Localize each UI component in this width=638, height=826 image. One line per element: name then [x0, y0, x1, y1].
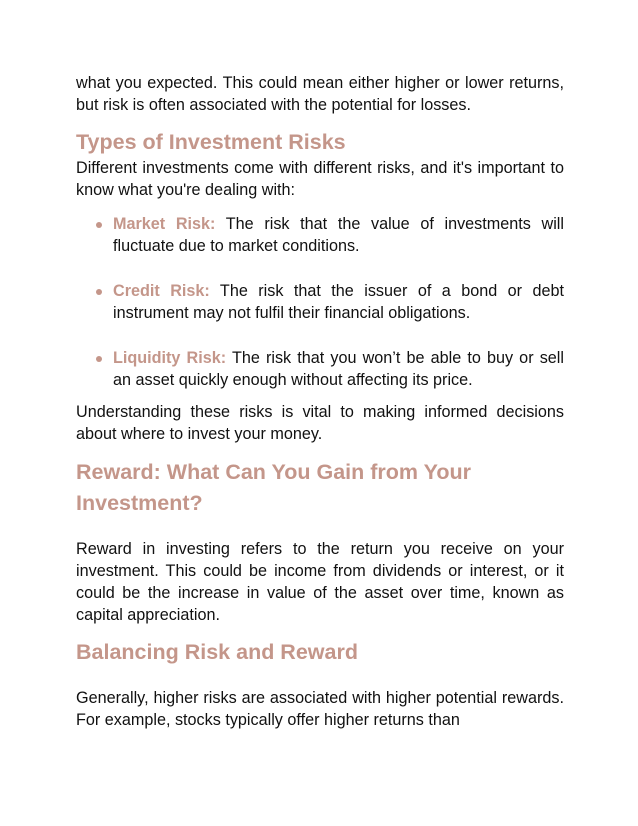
risk-term: Liquidity Risk: [113, 349, 227, 367]
types-intro-paragraph: Different investments come with different risks, and it's important to know what you're dealing with: [76, 159, 564, 199]
list-item-liquidity-risk [76, 347, 564, 391]
risk-description: The risk that you won’t be able to buy or sell an asset quickly enough without affecting its price. [113, 349, 564, 389]
document-page [76, 72, 564, 731]
reward-heading: Reward: What Can You Gain from Your Investment? [76, 460, 471, 515]
risk-description: The risk that the issuer of a bond or debt instrument may not fulfil their financial obligations. [113, 282, 564, 322]
intro-paragraph: what you expected. This could mean either higher or lower returns, but risk is often associated with the potential for losses. [76, 74, 564, 114]
risk-description: The risk that the value of investments will fluctuate due to market conditions. [113, 215, 564, 255]
risk-term: Credit Risk: [113, 282, 210, 300]
risk-term: Market Risk: [113, 215, 216, 233]
reward-paragraph: Reward in investing refers to the return you receive on your investment. This could be income from dividends or interest, or it could be the increase in value of the asset over time, known as capital appreciation. [76, 540, 564, 624]
balance-paragraph: Generally, higher risks are associated with higher potential rewards. For example, stocks typically offer higher returns than [76, 689, 564, 729]
balance-heading: Balancing Risk and Reward [76, 640, 358, 664]
types-heading: Types of Investment Risks [76, 130, 346, 154]
understanding-paragraph: Understanding these risks is vital to making informed decisions about where to invest your money. [76, 403, 564, 443]
bullet-icon [96, 289, 102, 295]
list-item-market-risk [76, 213, 564, 257]
list-item-credit-risk [76, 280, 564, 324]
bullet-icon [96, 356, 102, 362]
risk-list [76, 213, 564, 391]
bullet-icon [96, 222, 102, 228]
